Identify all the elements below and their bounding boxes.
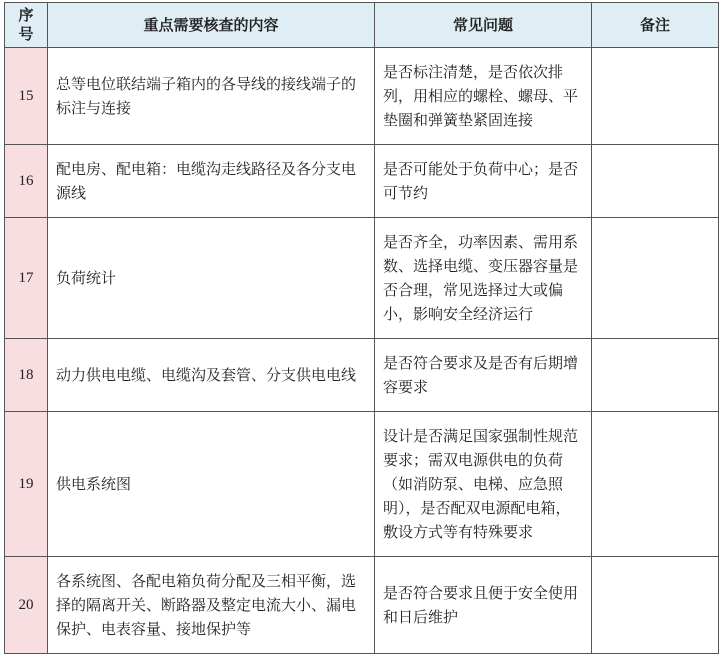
row-number: 19: [5, 412, 48, 557]
row-issue: 是否符合要求及是否有后期增容要求: [375, 339, 592, 412]
row-remark: [592, 412, 719, 557]
table-row: [5, 145, 719, 218]
table-row: [5, 48, 719, 145]
row-number: 16: [5, 145, 48, 218]
row-issue: 设计是否满足国家强制性规范要求；需双电源供电的负荷（如消防泵、电梯、应急照明），是否配双电源配电箱，敷设方式等有特殊要求: [375, 412, 592, 557]
header-number-line1: 序: [18, 6, 34, 24]
table-row: [5, 218, 719, 339]
row-issue: 是否可能处于负荷中心；是否可节约: [375, 145, 592, 218]
row-content: 总等电位联结端子箱内的各导线的接线端子的标注与连接: [48, 48, 375, 145]
table-header-row: [5, 3, 719, 48]
row-content: 各系统图、各配电箱负荷分配及三相平衡，选择的隔离开关、断路器及整定电流大小、漏电保护、电表容量、接地保护等: [48, 557, 375, 654]
row-number: 15: [5, 48, 48, 145]
review-table: [4, 2, 719, 654]
header-remark: 备注: [592, 3, 719, 48]
header-content: 重点需要核查的内容: [48, 3, 375, 48]
row-content: 动力供电电缆、电缆沟及套管、分支供电电线: [48, 339, 375, 412]
header-number: [5, 3, 48, 48]
row-issue: 是否齐全，功率因素、需用系数、选择电缆、变压器容量是否合理，常见选择过大或偏小，影响安全经济运行: [375, 218, 592, 339]
row-remark: [592, 48, 719, 145]
row-content: 配电房、配电箱：电缆沟走线路径及各分支电源线: [48, 145, 375, 218]
row-issue: 是否标注清楚，是否依次排列，用相应的螺栓、螺母、平垫圈和弹簧垫紧固连接: [375, 48, 592, 145]
table-row: [5, 339, 719, 412]
table-row: [5, 412, 719, 557]
row-issue: 是否符合要求且便于安全使用和日后维护: [375, 557, 592, 654]
row-content: 供电系统图: [48, 412, 375, 557]
table-row: [5, 557, 719, 654]
header-number-line2: 号: [18, 25, 34, 43]
row-number: 18: [5, 339, 48, 412]
row-number: 20: [5, 557, 48, 654]
row-remark: [592, 218, 719, 339]
row-remark: [592, 145, 719, 218]
row-number: 17: [5, 218, 48, 339]
row-content: 负荷统计: [48, 218, 375, 339]
row-remark: [592, 339, 719, 412]
row-remark: [592, 557, 719, 654]
header-issues: 常见问题: [375, 3, 592, 48]
